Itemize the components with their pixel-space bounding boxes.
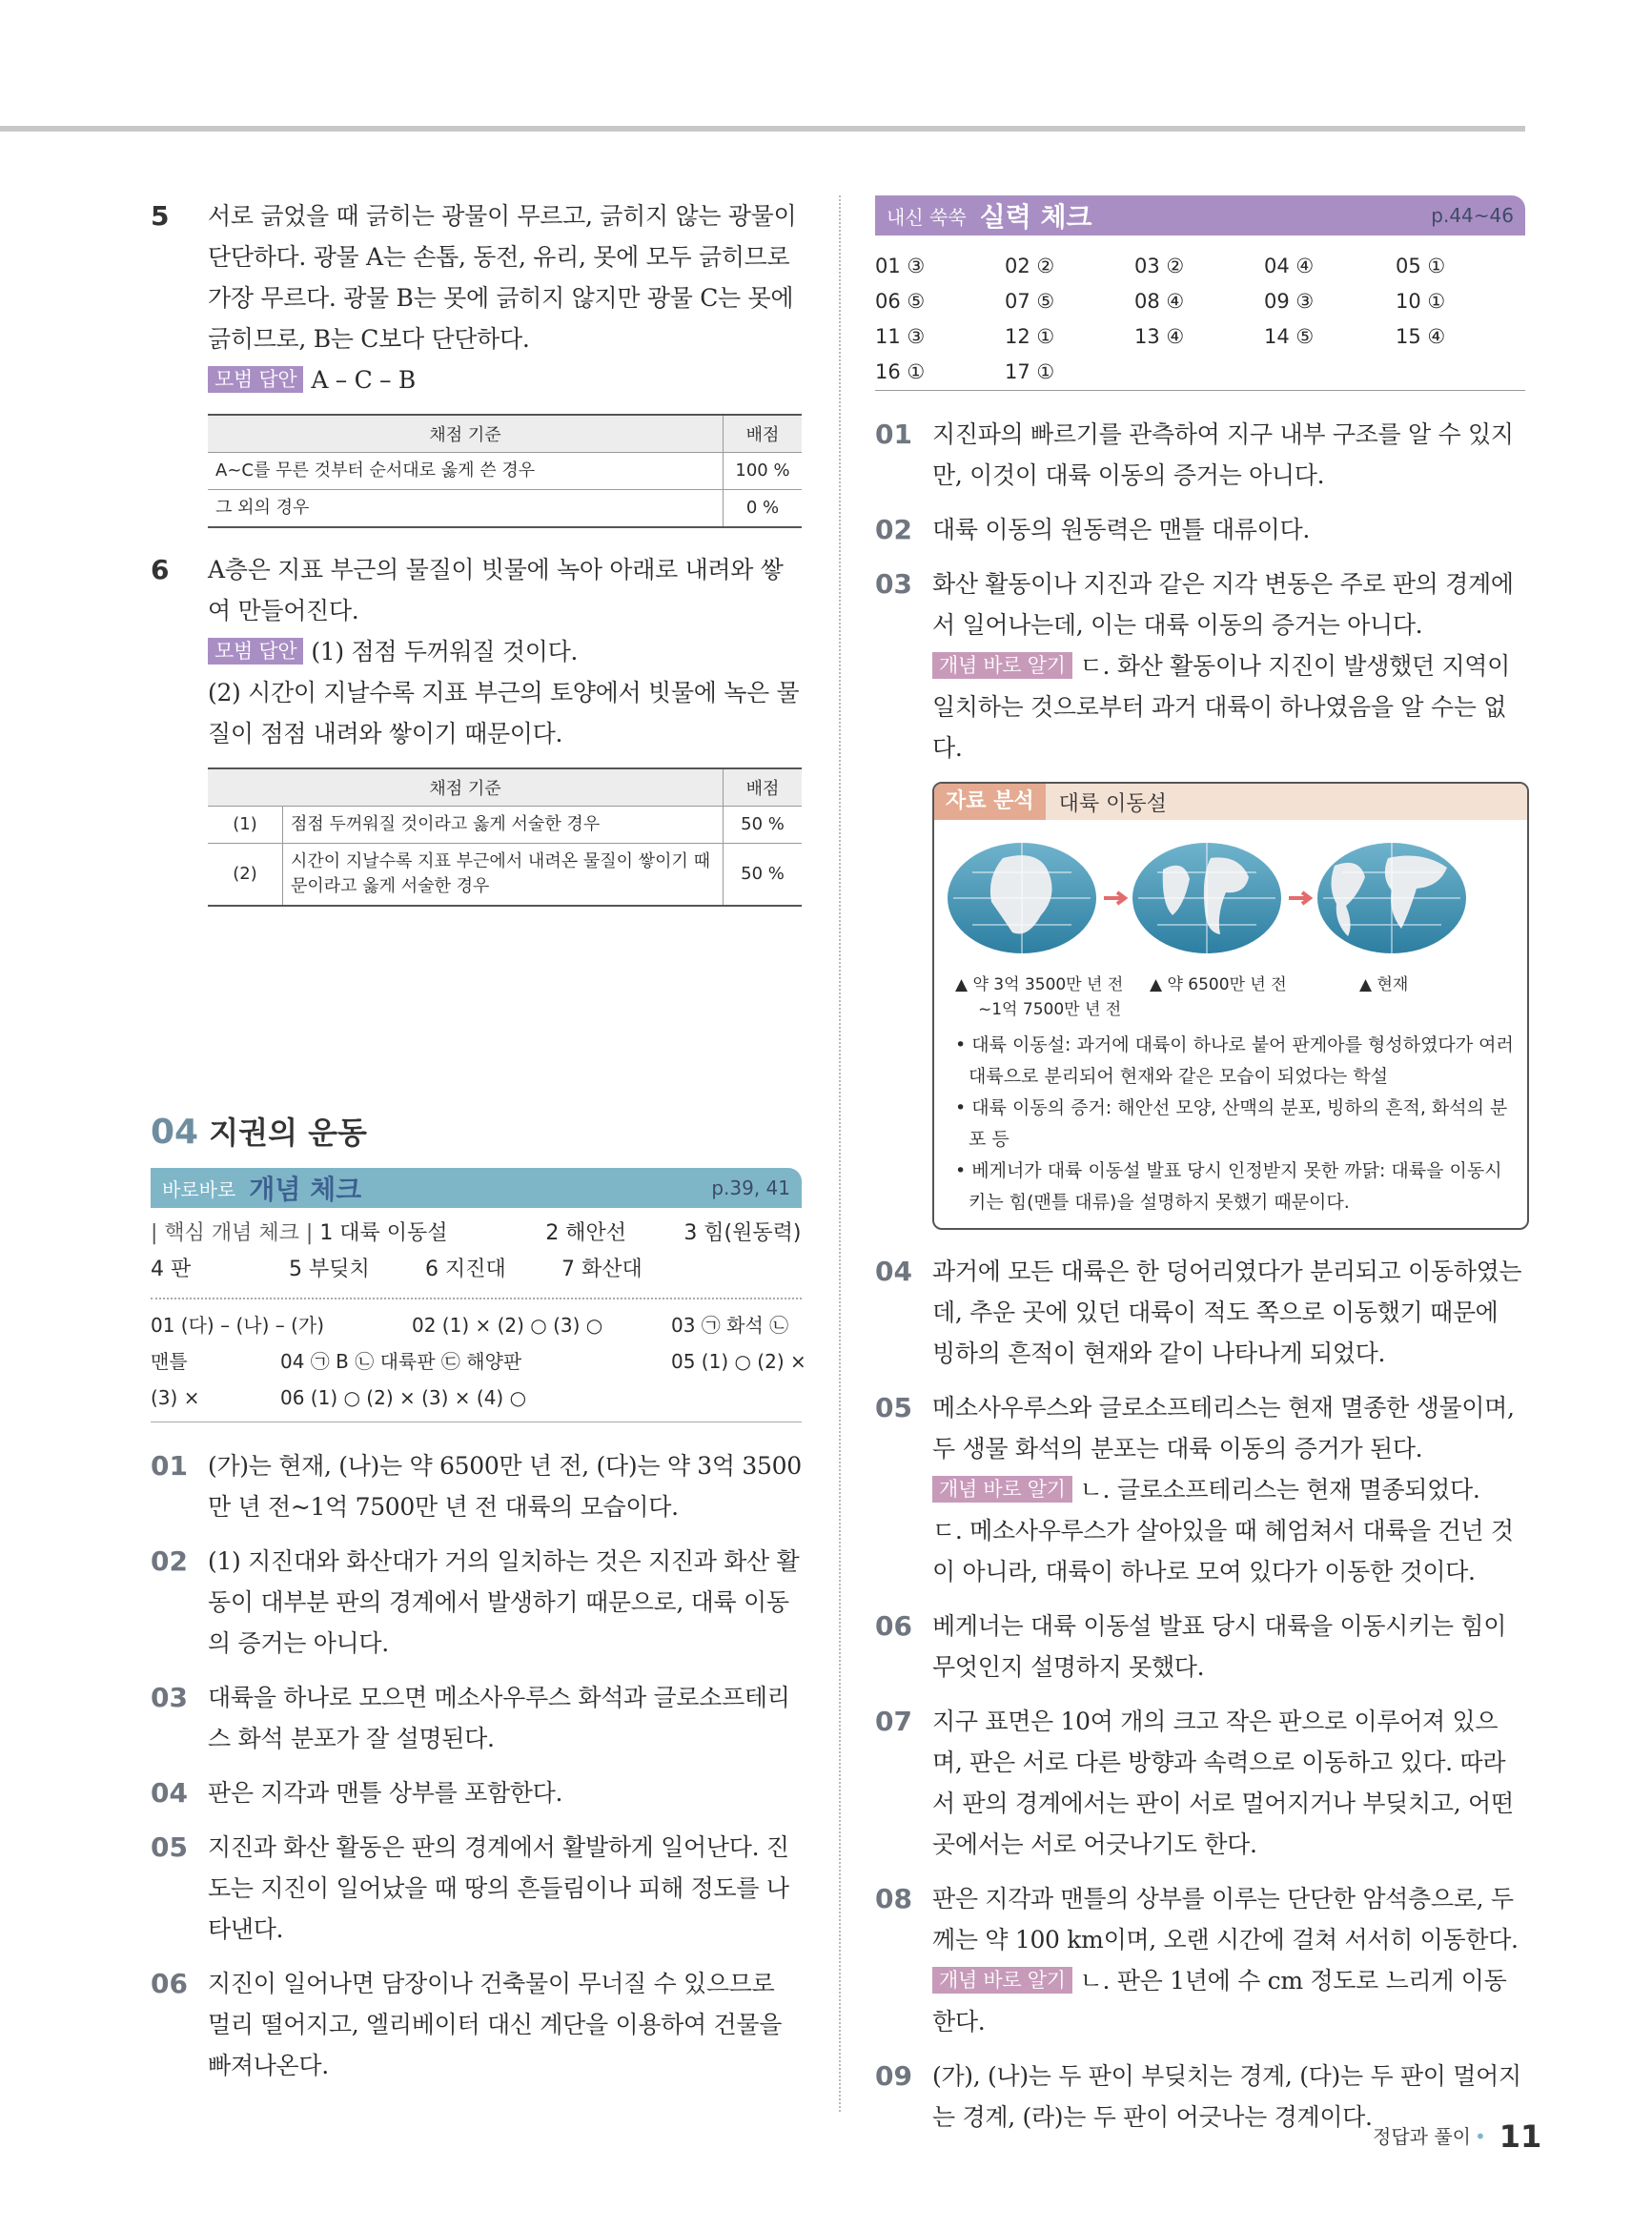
explanation-05: 05 메소사우루스와 글로소프테리스는 현재 멸종한 생물이며, 두 생물 화석의 분포는 대륙 이동의 증거가 된다. 개념 바로 알기 ㄴ. 글로소프테리스는 현재 멸종되었다. ㄷ. 메소사우루스가 살아있을 때 헤엄쳐서 대륙을 건넌 것이 아니라, 대륙이 하나로 모여 있다가 이동한 것이다. [875, 1392, 1515, 1586]
right-column [875, 195, 1525, 2151]
explanation-06: 06 베게너는 대륙 이동설 발표 당시 대륙을 이동시키는 힘이 무엇인지 설명하지 못했다. [875, 1610, 1507, 1681]
explanation-07: 07 지구 표면은 10여 개의 크고 작은 판으로 이루어져 있으며, 판은 서로 다른 방향과 속력으로 이동하고 있다. 따라서 판의 경계에서는 판이 서로 멀어지거나 부딪치고, 어떤 곳에서는 서로 어긋나기도 한다. [875, 1706, 1514, 1858]
explanation-02: 02 대륙 이동의 원동력은 맨틀 대류이다. [875, 514, 1310, 545]
question-5 [151, 195, 802, 400]
concept-tag: 개념 바로 알기 [932, 652, 1072, 679]
dotted-separator [151, 1298, 802, 1299]
top-rule [0, 126, 1525, 132]
explanation-05: 05 지진과 화산 활동은 판의 경계에서 활발하게 일어난다. 진도는 지진이 일어났을 때 땅의 흔들림이나 피해 정도를 나타낸다. [151, 1831, 789, 1943]
explanation-04: 04 판은 지각과 맨틀 상부를 포함한다. [151, 1777, 563, 1809]
explanation-04: 04 과거에 모든 대륙은 한 덩어리였다가 분리되고 이동하였는데, 추운 곳에 있던 대륙이 적도 쪽으로 이동했기 때문에 빙하의 흔적이 현재와 같이 나타나게 되었다. [875, 1256, 1522, 1367]
answer-key: 01 ③ 02 ② 03 ② 04 ④ 05 ① 06 ⑤ 07 ⑤ 08 ④ 09 ③ 10 ① 11 ③ 12 ① 13 ④ 14 ⑤ 15 ④ 16 ① 17 ① [875, 249, 1525, 391]
model-answer-2: (2) 시간이 지날수록 지표 부근의 토양에서 빗물에 녹은 물질이 점점 내려와 쌓이기 때문이다. [208, 679, 800, 747]
explanation-01: 01 지진파의 빠르기를 관측하여 지구 내부 구조를 알 수 있지만, 이것이 대륙 이동의 증거는 아니다. [875, 419, 1514, 489]
globe-present [1317, 843, 1466, 953]
data-analysis-tag: 자료 분석 [934, 784, 1046, 820]
explanation-03: 03 대륙을 하나로 모으면 메소사우루스 화석과 글로소프테리스 화석 분포가 잘 설명된다. [151, 1682, 790, 1752]
concept-tag: 개념 바로 알기 [932, 1967, 1072, 1994]
arrow-icon [1104, 892, 1125, 904]
explanation-01: 01 (가)는 현재, (나)는 약 6500만 년 전, (다)는 약 3억 3500만 년 전~1억 7500만 년 전 대륙의 모습이다. [151, 1450, 802, 1521]
page-number: 11 [1499, 2118, 1542, 2155]
skill-check-banner: 내신 쑥쑥 실력 체크 p.44~46 [875, 195, 1525, 235]
data-analysis-box: 자료 분석 대륙 이동설 ▲ 약 3억 3500만 년 전 ~1억 7500만 년 전 ▲ 약 6500만 년 전 ▲ 현재 • 대륙 이동설: 과거에 대륙이 하나로 붙어 판게아를 형성하였다가 여러 대륙으로 분리되어 현재와 같은 모습이 되었다는 학설 • 대륙 이동의 증거: 해안선 모양, 산맥의 분포, 빙하의 흔적, 화석의 분포 등 • 베게너가 대륙 이동설 발표 당시 인정받지 못한 까닭: 대륙을 이동시키는 힘(맨틀 대류)을 설명하지 못했기 때문이다. [932, 782, 1529, 1230]
footer-label: 정답과 풀이 [1373, 2125, 1471, 2148]
explanation-03: 03 화산 활동이나 지진과 같은 지각 변동은 주로 판의 경계에서 일어나는데, 이는 대륙 이동의 증거는 아니다. 개념 바로 알기 ㄷ. 화산 활동이나 지진이 발생했던 지역이 일치하는 것으로부터 과거 대륙이 하나였음을 알 수는 없다. [875, 568, 1514, 762]
page-footer: 정답과 풀이 • 11 [1373, 2118, 1542, 2155]
model-answer-tag: 모범 답안 [208, 638, 303, 665]
question-text: A층은 지표 부근의 물질이 빗물에 녹아 아래로 내려와 쌓여 만들어진다. [208, 556, 784, 624]
quick-answers: 01 (다) – (나) – (가) 02 (1) × (2) ○ (3) ○ 03 ㉠ 화석 ㉡ 맨틀 04 ㉠ B ㉡ 대륙판 ㉢ 해양판 05 (1) ○ (2) × (3) × 06 (1) ○ (2) × (3) × (4) ○ [151, 1307, 802, 1422]
model-answer: A – C – B [311, 366, 416, 394]
globe-65ma [1132, 843, 1281, 953]
column-divider [839, 195, 841, 2112]
concept-tag: 개념 바로 알기 [932, 1476, 1072, 1503]
concept-check-banner: 바로바로 개념 체크 p.39, 41 [151, 1168, 802, 1208]
model-answer-tag: 모범 답안 [208, 366, 303, 393]
section-title: 04 지권의 운동 [151, 1113, 367, 1152]
question-6 [151, 549, 802, 754]
core-concept-check: | 핵심 개념 체크 | 1 대륙 이동설 2 해안선 3 힘(원동력) 4 판 5 부딪치 6 지진대 7 화산대 [151, 1221, 802, 1281]
question-number: 5 [151, 200, 170, 232]
explanation-06: 06 지진이 일어나면 담장이나 건축물이 무너질 수 있으므로 멀리 떨어지고, 엘리베이터 대신 계단을 이용하여 건물을 빠져나온다. [151, 1968, 783, 2079]
left-column [151, 195, 806, 2099]
continental-drift-figure [934, 820, 1527, 972]
scoring-table-6: 채점 기준 배점 (1) 점점 두꺼워질 것이라고 옳게 서술한 경우 50 % (2) 시간이 지날수록 지표 부근에서 내려온 물질이 쌓이기 때문이라고 옳게 서술한 경우 50 % [208, 767, 802, 907]
arrow-icon [1289, 892, 1310, 904]
explanation-02: 02 (1) 지진대와 화산대가 거의 일치하는 것은 지진과 화산 활동이 대부분 판의 경계에서 발생하기 때문으로, 대륙 이동의 증거는 아니다. [151, 1545, 800, 1657]
explanation-08: 08 판은 지각과 맨틀의 상부를 이루는 단단한 암석층으로, 두께는 약 100 km이며, 오랜 시간에 걸쳐 서서히 이동한다. 개념 바로 알기 ㄴ. 판은 1년에 수 cm 정도로 느리게 이동한다. [875, 1883, 1519, 2036]
globe-pangaea [948, 843, 1096, 953]
question-number: 6 [151, 554, 170, 585]
data-analysis-notes: • 대륙 이동설: 과거에 대륙이 하나로 붙어 판게아를 형성하였다가 여러 대륙으로 분리되어 현재와 같은 모습이 되었다는 학설 • 대륙 이동의 증거: 해안선 모양, 산맥의 분포, 빙하의 흔적, 화석의 분포 등 • 베게너가 대륙 이동설 발표 당시 인정받지 못한 까닭: 대륙을 이동시키는 힘(맨틀 대류)을 설명하지 못했기 때문이다. [934, 1030, 1527, 1218]
question-text: 서로 긁었을 때 긁히는 광물이 무르고, 긁히지 않는 광물이 단단하다. 광물 A는 손톱, 동전, 유리, 못에 모두 긁히므로 가장 무르다. 광물 B는 못에 긁히지 않지만 광물 C는 못에 긁히므로, B는 C보다 단단하다. [208, 202, 797, 353]
model-answer-1: (1) 점점 두꺼워질 것이다. [311, 638, 579, 665]
data-analysis-title: 대륙 이동설 [1058, 791, 1167, 816]
explanation-09: 09 (가), (나)는 두 판이 부딪치는 경계, (다)는 두 판이 멀어지는 경계, (라)는 두 판이 어긋나는 경계이다. [875, 2060, 1521, 2131]
scoring-table-5: 채점 기준 배점 A~C를 무른 것부터 순서대로 옳게 쓴 경우 100 % 그 외의 경우 0 % [208, 414, 802, 528]
